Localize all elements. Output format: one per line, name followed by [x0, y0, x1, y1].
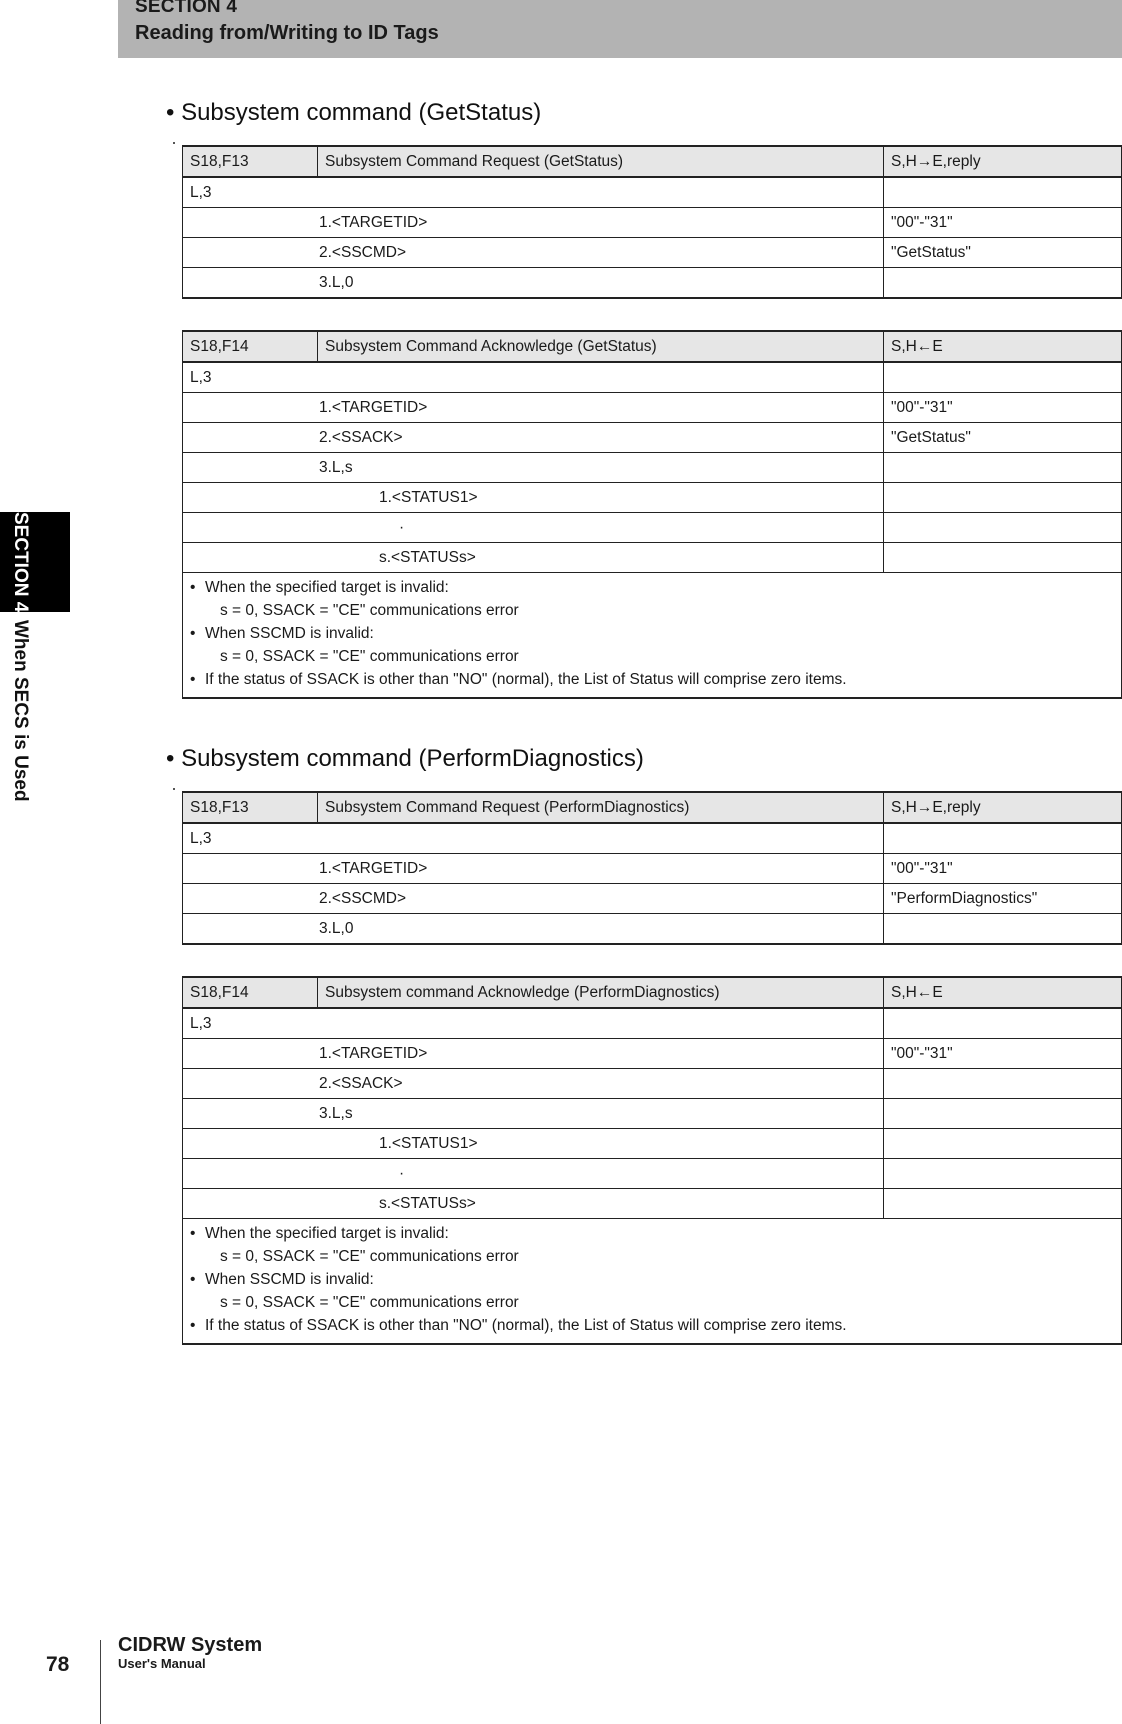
table-row: [183, 1189, 1122, 1219]
note-line: • When the specified target is invalid:: [190, 579, 449, 596]
table-header-row: [183, 331, 1122, 362]
item-value: [884, 1069, 1122, 1099]
table-row: [183, 1129, 1122, 1159]
note-line: s = 0, SSACK = "CE" communications error: [220, 648, 519, 665]
item-value: [884, 513, 1122, 543]
item-value: [884, 823, 1122, 854]
table-row: [183, 208, 1122, 238]
item-value: "PerformDiagnostics": [884, 884, 1122, 914]
table-row: [183, 1159, 1122, 1189]
item-value: "00"-"31": [884, 854, 1122, 884]
item-value: [884, 268, 1122, 299]
table-row: [183, 543, 1122, 573]
table-header-row: [183, 977, 1122, 1008]
message-direction: S,H←E: [884, 331, 1122, 362]
message-direction: S,H←E: [884, 977, 1122, 1008]
header-section: SECTION 4: [135, 0, 238, 17]
item-text: 1.<TARGETID>: [183, 1039, 884, 1069]
item-value: [884, 1129, 1122, 1159]
table-header-row: [183, 146, 1122, 177]
item-text: L,3: [183, 177, 884, 208]
table-row: [183, 483, 1122, 513]
item-text: 3.L,s: [183, 453, 884, 483]
item-text: 1.<TARGETID>: [183, 854, 884, 884]
table-s18f13-getstatus: [182, 145, 1122, 299]
item-text: ·: [183, 1159, 884, 1189]
section-mark: [173, 142, 175, 144]
item-text: L,3: [183, 362, 884, 393]
table-row: [183, 513, 1122, 543]
note-line: • When the specified target is invalid:: [190, 1225, 449, 1242]
item-value: "GetStatus": [884, 423, 1122, 453]
item-text: 2.<SSCMD>: [183, 884, 884, 914]
side-tab-title: When SECS is Used: [10, 620, 31, 802]
item-text: 1.<TARGETID>: [183, 208, 884, 238]
table-row: [183, 453, 1122, 483]
item-value: [884, 914, 1122, 945]
note-line: s = 0, SSACK = "CE" communications error: [220, 602, 519, 619]
header-title: Reading from/Writing to ID Tags: [135, 22, 439, 44]
item-text: L,3: [183, 823, 884, 854]
item-value: [884, 1189, 1122, 1219]
note-line: • If the status of SSACK is other than "NO" (normal), the List of Status will comprise zero items.: [190, 1317, 847, 1334]
footer-manual: User's Manual: [118, 1656, 206, 1671]
item-text: s.<STATUSs>: [183, 1189, 884, 1219]
table-s18f14-performdiagnostics: [182, 976, 1122, 1345]
table-s18f14-getstatus: [182, 330, 1122, 699]
item-value: [884, 453, 1122, 483]
message-id: S18,F13: [183, 146, 318, 177]
table-row: [183, 268, 1122, 299]
table-row: [183, 177, 1122, 208]
table-row: [183, 914, 1122, 945]
message-title: Subsystem Command Request (GetStatus): [318, 146, 884, 177]
item-value: "00"-"31": [884, 208, 1122, 238]
item-text: 2.<SSCMD>: [183, 238, 884, 268]
message-title: Subsystem Command Acknowledge (GetStatus): [318, 331, 884, 362]
footer-product: CIDRW System: [118, 1634, 263, 1656]
item-text: L,3: [183, 1008, 884, 1039]
item-value: [884, 362, 1122, 393]
table-notes: [183, 573, 1122, 699]
side-tab-section: SECTION 4: [10, 512, 31, 613]
item-text: 1.<STATUS1>: [183, 483, 884, 513]
table-header-row: [183, 792, 1122, 823]
item-text: s.<STATUSs>: [183, 543, 884, 573]
message-title: Subsystem command Acknowledge (PerformDiagnostics): [318, 977, 884, 1008]
message-direction: S,H→E,reply: [884, 792, 1122, 823]
item-value: "00"-"31": [884, 1039, 1122, 1069]
item-value: [884, 543, 1122, 573]
item-value: "GetStatus": [884, 238, 1122, 268]
item-value: "00"-"31": [884, 393, 1122, 423]
table-row: [183, 393, 1122, 423]
item-text: 3.L,0: [183, 914, 884, 945]
table-row: [183, 1039, 1122, 1069]
item-value: [884, 1008, 1122, 1039]
item-value: [884, 483, 1122, 513]
table-row: [183, 884, 1122, 914]
item-text: 1.<TARGETID>: [183, 393, 884, 423]
section-title-performdiagnostics: • Subsystem command (PerformDiagnostics): [166, 745, 644, 772]
note-line: • When SSCMD is invalid:: [190, 1271, 374, 1288]
table-row: [183, 854, 1122, 884]
table-row: [183, 362, 1122, 393]
item-value: [884, 1159, 1122, 1189]
table-row: [183, 1008, 1122, 1039]
page-number: 78: [46, 1653, 70, 1676]
table-row: [183, 823, 1122, 854]
message-title: Subsystem Command Request (PerformDiagnostics): [318, 792, 884, 823]
message-id: S18,F14: [183, 331, 318, 362]
item-text: 3.L,0: [183, 268, 884, 299]
table-row: [183, 423, 1122, 453]
section-mark: [173, 788, 175, 790]
table-s18f13-performdiagnostics: [182, 791, 1122, 945]
note-line: s = 0, SSACK = "CE" communications error: [220, 1294, 519, 1311]
side-tab: [0, 512, 40, 822]
item-text: 3.L,s: [183, 1099, 884, 1129]
item-text: ·: [183, 513, 884, 543]
note-line: • When SSCMD is invalid:: [190, 625, 374, 642]
note-line: • If the status of SSACK is other than "NO" (normal), the List of Status will comprise zero items.: [190, 671, 847, 688]
message-direction: S,H→E,reply: [884, 146, 1122, 177]
table-row: [183, 1099, 1122, 1129]
note-line: s = 0, SSACK = "CE" communications error: [220, 1248, 519, 1265]
table-row: [183, 1069, 1122, 1099]
message-id: S18,F14: [183, 977, 318, 1008]
message-id: S18,F13: [183, 792, 318, 823]
item-value: [884, 177, 1122, 208]
item-text: 2.<SSACK>: [183, 423, 884, 453]
footer-divider: [100, 1640, 101, 1724]
table-row: [183, 238, 1122, 268]
table-notes: [183, 1219, 1122, 1345]
item-text: 1.<STATUS1>: [183, 1129, 884, 1159]
item-value: [884, 1099, 1122, 1129]
section-title-getstatus: • Subsystem command (GetStatus): [166, 99, 542, 126]
page-header: [118, 0, 1122, 58]
item-text: 2.<SSACK>: [183, 1069, 884, 1099]
